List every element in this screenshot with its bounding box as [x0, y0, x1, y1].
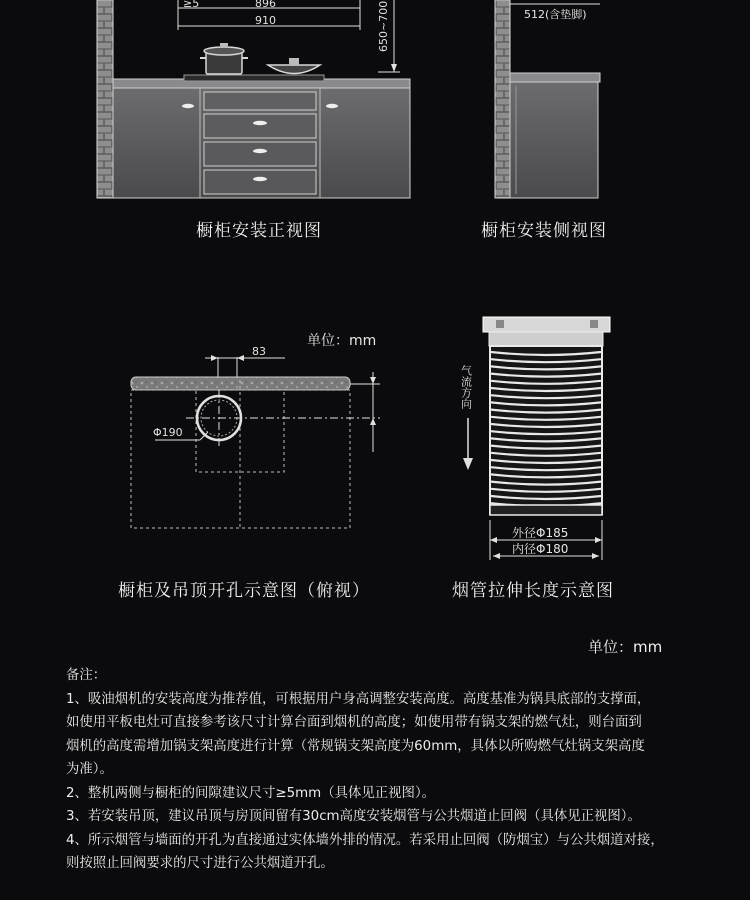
note-line: 1、吸油烟机的安装高度为推荐值，可根据用户身高调整安装高度。高度基准为锅具底部的支撑面，	[66, 691, 651, 707]
dim-offset: 83	[252, 345, 266, 358]
top-view-caption: 橱柜及吊顶开孔示意图（俯视）	[118, 581, 370, 601]
cooktop	[184, 75, 324, 81]
side-view-caption: 橱柜安装侧视图	[481, 221, 607, 241]
dim-outer-width: 910	[255, 14, 276, 27]
left-wall	[97, 0, 113, 198]
duct-view-caption: 烟管拉伸长度示意图	[452, 581, 614, 601]
top-view	[131, 333, 380, 528]
notes-section	[66, 664, 726, 876]
side-view	[495, 0, 600, 198]
outer-diameter: 外径Φ185	[512, 526, 569, 540]
airflow-label: 气流方向	[459, 365, 473, 409]
dim-depth: 512(含垫脚)	[524, 8, 587, 21]
note-line: 4、所示烟管与墙面的开孔为直接通过实体墙外排的情况。若采用止回阀（防烟宝）与公共烟道对接，	[66, 832, 664, 848]
note-line: 则按照止回阀要求的尺寸进行公共烟道开孔。	[66, 856, 334, 871]
note-line: 烟机的高度需增加锅支架高度进行计算（常规锅支架高度为60mm，具体以所购燃气灶锅支架高度	[66, 738, 645, 754]
pot-icon	[200, 43, 248, 74]
side-countertop	[510, 73, 600, 82]
dim-gap: ≥5	[183, 0, 200, 10]
inner-diameter: 内径Φ180	[512, 542, 569, 556]
front-view-caption: 橱柜安装正视图	[196, 221, 322, 241]
notes-heading: 备注：	[66, 668, 107, 683]
flex-duct	[490, 346, 602, 514]
note-line: 2、整机两侧与橱柜的间隙建议尺寸≥5mm（具体见正视图）。	[66, 785, 436, 801]
top-view-unit: 单位：mm	[307, 333, 377, 349]
side-wall	[495, 0, 510, 198]
airflow-arrow-icon	[463, 458, 473, 470]
wok-icon	[268, 58, 320, 74]
front-view	[97, 0, 410, 198]
note-line: 为准）。	[66, 762, 113, 777]
duct-view	[460, 317, 611, 560]
dim-height: 650~700	[377, 0, 390, 52]
note-line: 3、若安装吊顶，建议吊顶与房顶间留有30cm高度安装烟管与公共烟道止回阀（具体见正视图）。	[66, 809, 641, 824]
side-cabinet	[510, 82, 598, 198]
note-line: 如使用平板电灶可直接参考该尺寸计算台面到烟机的高度；如使用带有锅支架的燃气灶，则台面到	[66, 715, 642, 730]
dim-hole: Φ190	[153, 426, 183, 439]
dim-inner-width: 896	[255, 0, 276, 10]
unit-label: 单位：mm	[588, 638, 663, 656]
